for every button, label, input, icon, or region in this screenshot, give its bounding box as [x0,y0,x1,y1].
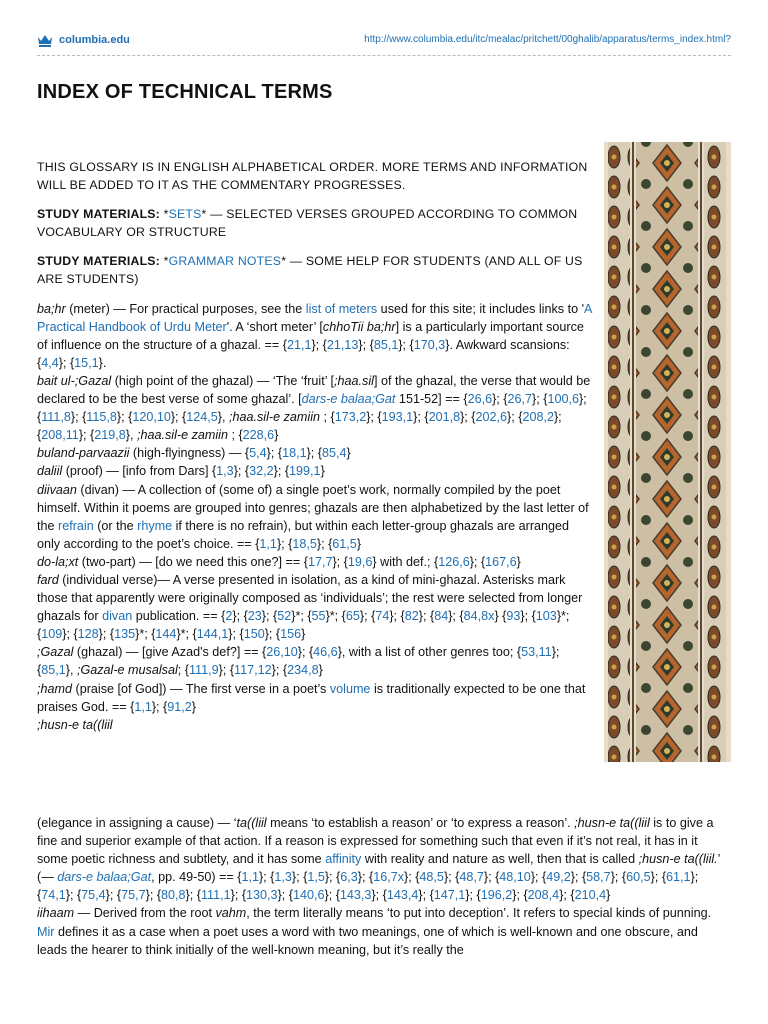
t: }; { [37,410,562,443]
site-name: columbia.edu [59,34,130,46]
link[interactable]: 147,1 [433,888,466,903]
link[interactable]: 91,2 [167,699,192,714]
link[interactable]: 4,4 [41,355,59,370]
link[interactable]: 26,6 [467,392,493,407]
link[interactable]: 135 [114,627,136,642]
t: }; { [273,464,290,479]
t: }; { [418,609,435,624]
t: (high point of the ghazal) — ‘The ‘fruit’ [ [111,373,335,388]
t: }; { [37,870,699,903]
t: }; { [228,627,244,642]
term: bait ul-;Gazal [37,373,112,388]
t: }; { [233,464,250,479]
link[interactable]: 115,8 [86,410,117,425]
term: ;haa.sil-e zamiin [136,428,228,443]
t: }; { [37,645,560,678]
link[interactable]: 120,10 [132,410,171,425]
t: }; { [357,870,374,885]
decorative-tile-border-image [604,142,731,762]
t: if there is no refrain), but within each letter-group ghazals are arranged only according to the poet’s choice. == { [37,518,570,551]
t: }; { [232,609,248,624]
t: }; { [116,410,133,425]
t: }; { [507,410,523,425]
t: }; { [276,536,293,551]
glossary-body-wide [37,814,731,959]
link[interactable]: dars-e balaa;Gat [301,392,396,407]
t: }; { [261,609,278,624]
t: }; { [460,410,476,425]
t: ; { [227,428,243,443]
t: }; { [311,337,327,352]
link[interactable]: 21,13 [326,337,359,352]
t: (ghazal) — [give Azad's def?] == { [73,645,267,660]
t: * [159,207,169,222]
t: }; { [448,609,464,624]
t: } [320,464,325,479]
link[interactable]: 117,12 [234,663,272,678]
t: }; { [359,609,376,624]
t: }, with a list of other genres too; { [337,645,522,660]
t: (elegance in assigning a cause) — ‘ [37,816,237,830]
term: chhoTii ba;hr [322,319,396,334]
term: ;husn-e ta((liil. [638,852,718,867]
t: publication. == { [132,609,226,624]
link[interactable]: 82 [404,609,419,624]
t: (high-flyingness) — { [129,446,250,461]
t: }; { [520,609,536,624]
t: }; { [358,337,374,352]
t: }; { [65,888,82,903]
link[interactable]: 1,1 [259,536,277,551]
t: }. [98,355,107,370]
t: (or the [93,518,138,533]
link[interactable]: 49,2 [546,870,571,885]
t: }; { [58,355,75,370]
link[interactable]: 1,1 [241,870,259,885]
link[interactable]: 17,7 [307,554,333,569]
link[interactable]: refrain [58,518,94,533]
link[interactable]: 143,4 [386,888,419,903]
link[interactable]: 85,1 [41,663,66,678]
t: }; { [62,627,78,642]
t: }; { [151,699,168,714]
link[interactable]: 52 [277,609,292,624]
t: * — SOME HELP FOR STUDENTS (AND ALL OF US ARE STUDENTS) [37,254,583,287]
link[interactable]: 170,3 [413,337,446,352]
t: — Derived from the root [74,906,216,921]
link[interactable]: 48,10 [499,870,531,885]
t: is to give a fine and superior example of that action. If a reason is expressed for something such that even if it’s not real, it has in it some poetic richness and subtlety, and it has some [37,816,714,867]
term: vahm [215,906,247,921]
link[interactable]: divan [102,609,133,624]
t: defines it as a case when a poet uses a word with two meanings, one of which is well-known and one obscure, and leads the hearer to think initially of the well-known meaning, but it’s really the [37,924,698,957]
page-title: INDEX OF TECHNICAL TERMS [37,81,333,103]
link[interactable]: 130,3 [246,888,278,903]
t: }; { [170,410,187,425]
link[interactable]: 144 [155,627,177,642]
t: }. Awkward scansions: { [37,337,570,370]
site-logo[interactable] [37,33,130,47]
t: }; { [389,609,405,624]
t: }; { [291,870,308,885]
t: } [356,536,362,551]
entry-fard [37,571,594,643]
link[interactable]: 228,6 [242,428,275,443]
t: }*; { [291,609,312,624]
link[interactable]: 75,4 [81,888,106,903]
entry-bahr [37,300,594,372]
t: }; { [398,337,414,352]
link[interactable]: 85,4 [322,446,347,461]
term: iihaam [37,906,75,921]
term: ;husn-e ta((liil [574,816,650,830]
link[interactable]: 111,1 [200,888,231,903]
t: }; { [532,392,548,407]
term: ;haa.sil-e zamiin [229,410,320,425]
t: }; { [366,410,382,425]
t: }; { [492,392,508,407]
t: }; { [469,554,486,569]
t: , the term literally means ‘to put into deception’. It refers to special kinds of punning. [246,906,712,921]
link[interactable]: 55 [311,609,326,624]
t: }; { [610,870,627,885]
t: }*; { [176,627,197,642]
term: ;hamd [37,681,73,696]
t: } with def.; { [372,554,439,569]
t: } [301,627,306,642]
t: }; { [371,888,387,903]
link[interactable]: 201,8 [428,410,461,425]
term: ba;hr [37,301,66,316]
t: } [318,663,323,678]
t: }; { [324,870,341,885]
link[interactable]: 173,2 [334,410,367,425]
link[interactable]: 156 [280,627,302,642]
t: } [516,554,521,569]
t: }; { [185,888,201,903]
t: (individual verse)— A verse presented in isolation, as a kind of mini-ghazal. Asterisks mark those that apparently were originally composed as ‘individuals’; the rest were selected from longer ghazals for [37,572,583,624]
link[interactable]: 16,7x [373,870,404,885]
t: } { [494,609,507,624]
link[interactable]: 61,5 [332,536,357,551]
link[interactable]: 58,7 [586,870,611,885]
t: (divan) — A collection of (some of) a single poet’s work, normally compiled by the poet himself. Within it poems are grouped into genres; ghazals are then alphabetized by the last letter of the [37,482,589,533]
glossary-body [37,158,594,734]
link[interactable]: 1,5 [307,870,325,885]
crown-icon [37,33,53,47]
entry-diivaan [37,481,594,553]
link[interactable]: 74,1 [41,888,66,903]
link[interactable]: 150 [243,627,265,642]
link[interactable]: 46,6 [313,645,338,660]
link[interactable]: 210,4 [574,888,607,903]
t: ] of the ghazal, the verse that would be declared to be the best verse of some ghazal’. [ [37,373,591,407]
link[interactable]: 5,4 [249,446,267,461]
sets-link[interactable]: SETS [168,207,202,222]
t: } [274,428,279,443]
t: }; { [404,870,420,885]
t: }; { [277,888,293,903]
entry-iihaam [37,904,731,958]
t: } [606,888,611,903]
t: '. A ‘short meter’ [ [226,319,323,334]
t: * — SELECTED VERSES GROUPED ACCORDING TO COMMON VOCABULARY OR STRUCTURE [37,207,578,240]
t: }; { [332,554,348,569]
link[interactable]: volume [329,681,371,696]
t: }; { [413,410,429,425]
t: }; { [443,870,460,885]
link[interactable]: 167,6 [485,554,517,569]
t: 151-52] == { [395,392,468,407]
link[interactable]: 208,2 [522,410,554,425]
link[interactable]: 143,3 [339,888,372,903]
t: (two-part) — [do we need this one?] == { [78,554,308,569]
link[interactable]: 1,1 [134,699,152,714]
t: }; { [530,870,547,885]
t: }; { [570,870,587,885]
t: } [191,699,196,714]
link[interactable]: 74 [375,609,390,624]
t: }; { [37,392,587,425]
entry-daliil [37,462,594,480]
t: * [159,254,169,269]
study-materials-sets [37,205,594,241]
link[interactable]: 84 [434,609,449,624]
t: with reality and nature as well, then that is called [361,852,639,867]
study-label: STUDY MATERIALS: [37,254,160,269]
link[interactable]: 109 [41,627,63,642]
t: }, [125,428,137,443]
entry-buland [37,444,594,462]
term: diivaan [37,482,77,497]
t: }*; { [135,627,156,642]
link[interactable]: 85,1 [373,337,399,352]
link[interactable]: 202,6 [475,410,508,425]
t: ; { [177,663,189,678]
t: }; { [98,627,115,642]
t: }; { [306,446,322,461]
t: }; { [218,663,235,678]
page-header [37,33,731,53]
link[interactable]: 48,7 [459,870,484,885]
link[interactable]: 6,3 [340,870,358,885]
link[interactable]: 234,8 [287,663,319,678]
t: }; { [324,888,340,903]
t: }; { [78,428,95,443]
link[interactable]: 32,2 [249,464,274,479]
t: }; { [465,888,481,903]
t: }, [65,663,77,678]
page-url[interactable]: http://www.columbia.edu/itc/mealac/pritchett/00ghalib/apparatus/terms_index.html? [364,34,731,45]
term: daliil [37,464,63,479]
t: }*; { [325,609,346,624]
term: ta((liil [236,816,267,830]
link[interactable]: 124,5 [186,410,218,425]
t: }; { [271,663,288,678]
t: }; { [483,870,500,885]
link[interactable]: 100,6 [547,392,579,407]
t: }; { [650,870,667,885]
link[interactable]: 15,1 [74,355,99,370]
link[interactable]: 84,8x [463,609,495,624]
t: ’ (— [37,852,721,885]
link[interactable]: 60,5 [626,870,651,885]
t: }; { [418,888,434,903]
t: }; { [559,888,575,903]
link[interactable]: 208,4 [527,888,560,903]
link[interactable]: 1,3 [216,464,234,479]
link[interactable]: Mir [37,924,55,939]
link[interactable]: 19,6 [347,554,373,569]
link[interactable]: 208,11 [41,428,79,443]
entry-bait [37,372,594,444]
t: used for this site; it includes links to ' [377,301,584,316]
link[interactable]: 111,8 [41,410,71,425]
link[interactable]: 128 [77,627,99,642]
t: }; { [264,627,281,642]
link[interactable]: 18,1 [282,446,307,461]
link[interactable]: 61,1 [666,870,691,885]
link[interactable]: 2 [225,609,233,624]
term: ;husn-e ta((liil [37,717,113,732]
link[interactable]: rhyme [137,518,173,533]
link[interactable]: 196,2 [480,888,513,903]
link[interactable]: 199,1 [289,464,321,479]
t: }; { [297,645,314,660]
link[interactable]: 1,3 [274,870,292,885]
entry-hamd [37,680,594,716]
t: (meter) — For practical purposes, see the [65,301,306,316]
link[interactable]: 48,5 [419,870,444,885]
link[interactable]: 193,1 [381,410,414,425]
t: }; { [512,888,528,903]
link[interactable]: 93 [506,609,521,624]
t: (proof) — [info from Dars] { [62,464,217,479]
link[interactable]: list of meters [305,301,378,316]
t: }; { [70,410,87,425]
term: ;Gazal-e musalsal [76,663,178,678]
header-divider [37,55,731,56]
link[interactable]: 18,5 [292,536,317,551]
t: is traditionally expected to be one that praises God. == { [37,681,586,714]
grammar-notes-link[interactable]: GRAMMAR NOTES [168,254,282,269]
t: }; { [316,536,333,551]
t: }; { [258,870,275,885]
link[interactable]: 26,7 [507,392,533,407]
link[interactable]: 26,10 [266,645,298,660]
link[interactable]: A Practical Handbook of Urdu Meter [37,301,592,334]
t: }, [217,410,229,425]
link[interactable]: 23 [247,609,262,624]
t: }; { [230,888,247,903]
study-label: STUDY MATERIALS: [37,207,160,222]
term: do-la;xt [37,554,79,569]
link[interactable]: 144,1 [196,627,229,642]
term: ;haa.sil [334,373,374,388]
term: ;Gazal [37,645,74,660]
link[interactable]: 219,8 [94,428,126,443]
t: (praise [of God]) — The first verse in a poet’s [72,681,330,696]
link[interactable]: 65 [345,609,360,624]
link[interactable]: 126,6 [438,554,470,569]
t: ; { [320,410,335,425]
link[interactable]: 53,11 [521,645,552,660]
study-materials-grammar [37,252,594,288]
intro-text: THIS GLOSSARY IS IN ENGLISH ALPHABETICAL ORDER. MORE TERMS AND INFORMATION WILL BE ADDED TO IT AS THE COMMENTARY PROGRESSES. [37,160,588,193]
t: }; { [145,888,162,903]
entry-husn [37,814,731,904]
link[interactable]: 75,7 [121,888,146,903]
t: ] is a particularly important source of influence on the structure of a ghazal. == { [37,319,584,352]
link[interactable]: 140,6 [292,888,325,903]
t: }; { [105,888,122,903]
t: } [346,446,351,461]
t: , pp. 49-50) == { [151,870,242,885]
term: fard [37,572,59,587]
t: means ‘to establish a reason’ or ‘to express a reason’. [266,816,575,830]
entry-gazal [37,643,594,679]
link[interactable]: 80,8 [161,888,186,903]
term: buland-parvaazii [37,446,130,461]
link[interactable]: dars-e balaa;Gat [57,870,152,885]
link[interactable]: 21,1 [286,337,312,352]
entry-dolaxt [37,553,594,571]
link[interactable]: 103 [535,609,557,624]
link[interactable]: affinity [325,852,362,867]
link[interactable]: 111,9 [188,663,219,678]
t: }; { [266,446,283,461]
t: }*; { [37,609,570,642]
entry-husn-term [37,716,594,734]
